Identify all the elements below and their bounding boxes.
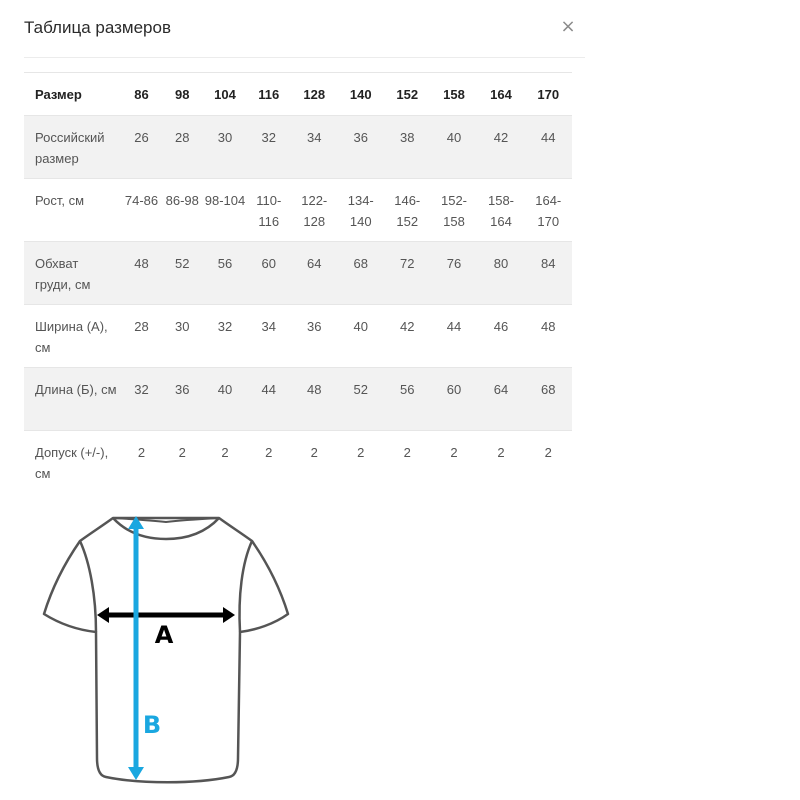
table-cell: 56 [217, 256, 233, 271]
table-cell: 38 [400, 130, 415, 145]
table-cell: 110-116 [256, 193, 282, 229]
table-cell: 26 [134, 130, 149, 145]
table-cell: 32 [261, 130, 276, 145]
table-cell: 2 [544, 445, 552, 460]
table-cell: 30 [217, 130, 233, 145]
table-cell: 164-170 [535, 193, 562, 229]
table-cell: 122-128 [301, 193, 328, 229]
row-label: Допуск (+/-), см [35, 445, 109, 481]
table-header-row [24, 73, 572, 116]
table-cell: 2 [221, 445, 229, 460]
table-cell: 44 [261, 382, 276, 397]
row-label: Ширина (А), см [35, 319, 108, 355]
table-cell: 86-98 [165, 193, 199, 208]
close-icon[interactable]: × [559, 14, 577, 40]
column-header: 98 [175, 86, 190, 102]
table-cell: 60 [261, 256, 276, 271]
table-cell: 64 [493, 382, 509, 397]
table-cell: 48 [307, 382, 322, 397]
table-cell: 152-158 [440, 193, 468, 229]
column-header: 128 [303, 86, 326, 102]
table-cell: 64 [307, 256, 322, 271]
table-cell: 74-86 [124, 193, 159, 208]
table-cell: 32 [134, 382, 149, 397]
table-cell: 146-152 [394, 193, 421, 229]
column-header: 86 [134, 86, 149, 102]
size-table [24, 72, 572, 494]
table-row [24, 368, 572, 431]
column-header: 158 [443, 86, 465, 102]
header-divider [24, 57, 585, 58]
width-label: A [154, 621, 174, 649]
table-cell: 32 [217, 319, 233, 334]
table-row [24, 305, 572, 368]
table-cell: 34 [261, 319, 276, 334]
table-cell: 36 [175, 382, 190, 397]
table-cell: 2 [178, 445, 186, 460]
table-cell: 40 [217, 382, 233, 397]
table-cell: 84 [541, 256, 556, 271]
table-cell: 2 [310, 445, 318, 460]
table-cell: 34 [307, 130, 322, 145]
column-header: 116 [258, 86, 280, 102]
table-cell: 40 [353, 319, 368, 334]
table-cell: 42 [493, 130, 509, 145]
table-cell: 30 [175, 319, 190, 334]
table-cell: 2 [403, 445, 411, 460]
table-cell: 158-164 [487, 193, 515, 229]
column-header: 164 [490, 86, 512, 102]
table-cell: 44 [541, 130, 556, 145]
column-header: 152 [396, 86, 419, 102]
table-cell: 36 [307, 319, 322, 334]
tshirt-diagram [40, 508, 292, 790]
table-cell: 72 [400, 256, 415, 271]
table-cell: 36 [353, 130, 368, 145]
table-cell: 40 [446, 130, 462, 145]
table-cell: 68 [353, 256, 368, 271]
column-header: 170 [537, 86, 560, 102]
table-row [24, 116, 572, 179]
column-header: Размер [35, 86, 82, 102]
table-row [24, 242, 572, 305]
table-cell: 98-104 [204, 193, 246, 208]
row-label: Рост, см [35, 193, 85, 208]
row-label: Обхват груди, см [35, 256, 91, 292]
table-cell: 2 [265, 445, 273, 460]
table-cell: 134-140 [347, 193, 374, 229]
dialog-title: Таблица размеров [24, 18, 171, 37]
table-cell: 56 [400, 382, 415, 397]
table-cell: 28 [175, 130, 190, 145]
column-header: 140 [349, 86, 372, 102]
table-cell: 52 [175, 256, 190, 271]
table-row [24, 179, 572, 242]
table-cell: 52 [353, 382, 368, 397]
column-header: 104 [214, 86, 236, 102]
table-cell: 48 [541, 319, 556, 334]
table-cell: 2 [137, 445, 146, 460]
table-cell: 80 [493, 256, 509, 271]
length-label: B [142, 711, 162, 739]
table-cell: 2 [357, 445, 365, 460]
table-cell: 60 [446, 382, 462, 397]
table-cell: 42 [400, 319, 415, 334]
tshirt-outline [44, 518, 288, 782]
table-row [24, 431, 572, 494]
table-cell: 76 [446, 256, 462, 271]
table-cell: 28 [134, 319, 149, 334]
table-cell: 46 [493, 319, 509, 334]
row-label: Российский размер [35, 130, 105, 166]
table-cell: 68 [541, 382, 556, 397]
table-cell: 48 [134, 256, 149, 271]
row-label: Длина (Б), см [35, 382, 117, 397]
table-cell: 44 [446, 319, 462, 334]
table-cell: 2 [450, 445, 458, 460]
table-cell: 2 [497, 445, 505, 460]
